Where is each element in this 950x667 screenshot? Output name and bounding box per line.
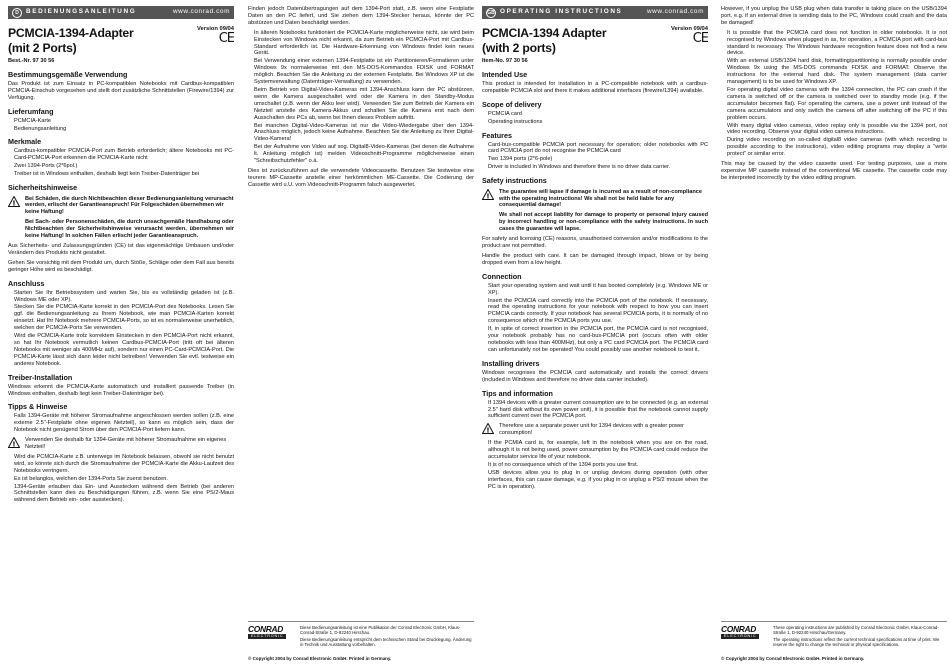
ce-mark-icon: CE [692, 30, 708, 46]
list-item: • Beim Betrieb von Digital-Video-Kameras mit 1394-Anschluss kann der PC abstürzen, wenn die Kamera ausgeschaltet wird oder die Kamera in den Standby-Modus umschaltet (z.B. wenn der Akku leer wird). Verwenden Sie zum Betrieb der Kamera ein Netzteil anstelle des Kamera-Akkus und schalten Sie die Kamera erst nach dem Ausschalten des PCs ab, wenn bei Ihnen dieses Problem auftritt. [254, 87, 474, 122]
german-page-1 [8, 6, 234, 661]
english-bar-label: OPERATING INSTRUCTIONS [500, 8, 623, 16]
list-item: • PCMCIA-Karte [14, 118, 234, 125]
english-more-tips-list [721, 30, 947, 158]
german-scope-list [8, 118, 234, 133]
english-safety-warning-text: The guarantee will lapse if damage is incurred as a result of non-compliance with the operating instructions! We shall not be held liable for any consequential damage! [499, 188, 702, 209]
svg-text:!: ! [486, 426, 490, 435]
english-scope-heading: Scope of delivery [482, 99, 542, 109]
german-safety-heading: Sicherheitshinweise [8, 183, 78, 193]
english-title-line-2: (with 2 ports) [482, 40, 556, 55]
english-footer [721, 621, 947, 661]
svg-text:!: ! [12, 440, 16, 449]
german-bar-label: BEDIENUNGSANLEITUNG [26, 8, 137, 16]
list-item: • Zwei 1394-Ports (2*6pol.) [14, 163, 234, 170]
warning-triangle-icon [482, 189, 494, 200]
german-version-box [197, 26, 234, 55]
english-features-heading: Features [482, 130, 512, 140]
german-footer-publisher: Diese Bedienungsanleitung ist eine Publikation der Conrad Electronic GmbH, Klaus-Conrad-Straße 1, D-92240 Hirschau. [300, 625, 461, 636]
conrad-logo-brand: CONRAD [248, 624, 283, 634]
english-intended-use-text: This product is intended for installation in a PC-compatible notebook with a cardbus-compatible PCMCIA slot and there it makes additional interfaces (firewire/1394) available. [482, 80, 708, 94]
english-features-list [482, 142, 708, 172]
list-item: • Starten Sie Ihr Betriebssystem und warten Sie, bis es vollständig geladen ist (z.B. Windows ME oder XP). [14, 290, 234, 304]
english-product-title [482, 26, 606, 55]
list-item: • Wird die PCMCIA-Karte z.B. unterwegs im Notebook belassen, obwohl sie nicht benutzt wird, so könnte sich durch die Stromaufnahme der PCMCIA-Karte die Akku-Laufzeit des Notebooks verringern. [14, 454, 234, 475]
german-safety-warning-text: Bei Schäden, die durch Nichtbeachten dieser Bedienungsanleitung verursacht werden, erlischt der Garantieanspruch! Für Folgeschäden übernehmen wir keine Haftung! [25, 195, 234, 216]
list-item: • Two 1394 ports (2*6-pole) [488, 156, 708, 163]
german-intended-use-text: Das Produkt ist zum Einsatz in PC-kompatiblen Notebooks mit Cardbus-kompatiblen PCMCIA-Einschub vorgesehen und stellt dort zusätzliche Schnittstellen (Firewire/1394) zur Verfügung. [8, 80, 234, 101]
list-item: • Bei der Aufnahme von Video auf sog. Digital8-Video-Kameras (bei denen die Aufnahme lt. Anleitung möglich ist) melden Videoschnitt-Programme möglicherweise einen "Schreibschutzfehler" o.ä. [254, 144, 474, 165]
english-intended-use-heading: Intended Use [482, 69, 528, 79]
german-product-title [8, 26, 134, 55]
english-footer-disclaimer: The operating instructions reflect the current technical specifications at time of print. We reserve the right to change the technical or physical specifications. [773, 636, 940, 648]
german-driver-heading: Treiber-Installation [8, 372, 73, 382]
german-connection-list [8, 290, 234, 368]
english-scope-list [482, 111, 708, 126]
list-item: • During video recording on so-called digital8 video cameras (with which recording is possible according to the instructions), video editing programs may display a "write protect" or similar error. [727, 137, 947, 158]
german-tips-list [8, 413, 234, 434]
english-footer-publisher: These operating instructions are published by Conrad Electronic GmbH, Klaus-Conrad-Straße 1, D-92240 Hirschau/Germany. [773, 625, 939, 636]
list-item: • If, in spite of correct insertion in the PCMCIA port, the PCMCIA card is not recognised, your notebook probably has no card-bus-PCMCIA port (occurs often with older notebooks with less than 400MHz), but only a PC card PCMCIA port. The PCMCIA card can unfortunately not be operated! You could possibly use another notebook to test it. [488, 326, 708, 354]
list-item: • Falls 1394-Geräte mit höherer Stromaufnahme angeschlossen werden sollen (z.B. eine externe 2.5"-Festplatte ohne eigenes Netzteil), so kann es möglich sein, dass der Notebook nicht genügend Strom über den PCMCIA-Port liefern kann. [14, 413, 234, 434]
list-item: • With an external USB/1394 hard disk, formatting/partitioning is normally possible under Windows 9x using the MS-DOS commands FDISK and FORMAT. Observe the instructions for the external hard disk. The system management (data carrier management) is to be used for Windows XP. [727, 58, 947, 86]
german-safety-warning [8, 196, 234, 217]
conrad-logo-sub: ELECTRONIC [248, 634, 286, 639]
german-features-heading: Merkmale [8, 137, 42, 147]
english-title-line-1: PCMCIA-1394 Adapter [482, 26, 607, 40]
english-connection-heading: Connection [482, 271, 522, 281]
list-item: • USB devices allow you to plug in or unplug devices during operation (with other interfaces, this can cause damage, e.g. if you plug in or unplug a PS/2 mouse when the PC is in operation). [488, 470, 708, 491]
english-safety-warning [482, 189, 708, 210]
list-item: • It is of no consequence which of the 1394 ports you use first. [488, 462, 708, 469]
list-item: • Wird die PCMCIA-Karte trotz korrektem Einstecken in den PCMCIA-Port nicht erkannt, so hat Ihr Notebook vermutlich keinen Cardbus-PCMCIA-Port (tritt oft bei älteren Notebooks mit weniger als 400MHz auf), sondern nur einen PC-Card-PCMCIA-Port. Die PCMCIA-Karte lässt sich dann leider nicht betreiben! Verwenden Sie evtl. testweise ein anderes Notebook. [14, 333, 234, 368]
english-copyright: © Copyright 2004 by Conrad Electronic GmbH. Printed in Germany. [721, 655, 865, 661]
list-item: • Bei manchen Digital-Video-Kameras ist nur die Video-Wiedergabe über den 1394-Anschluss möglich, jedoch keine Aufnahme. Beachten Sie die Anleitung zu Ihrer Digital-Video-Kamera! [254, 123, 474, 144]
list-item: • Insert the PCMCIA card correctly into the PCMCIA port of the notebook. If necessary, read the operating instructions for your notebook with respect to how you can insert PCMCIA cards correctly. If your notebook has several PCMCIA ports, it is normally of no consequence which of the PCMCIA ports you use. [488, 298, 708, 326]
list-item: • Card-bus-compatible PCMCIA port necessary for operation; older notebooks with PC card PCMCIA port do not recognise the PCMCIA card [488, 142, 708, 156]
german-intended-use-heading: Bestimmungsgemäße Verwendung [8, 69, 128, 79]
german-continued-text: Finden jedoch Datenübertragungen auf dem 1394-Port statt, z.B. wenn eine Festplatte Daten an den PC liefert, und Sie ziehen dem 1394-Stecker heraus, könnte der PC abstürzen und Daten beschädigt werden. [248, 6, 474, 26]
english-item-number: Item-No. 97 30 56 [482, 58, 528, 64]
english-cassette-text: This may be caused by the video cassette used. For testing purposes, use a more expensive MP cassette instead of the conventional ME cassette. The cassette code may be interpreted incorrectly by the video editing program. [721, 161, 947, 181]
ce-mark-icon: CE [218, 30, 234, 46]
german-tips-warning [8, 437, 234, 451]
german-version: Version 09/04 [196, 26, 234, 32]
german-safety-text-2: Gehen Sie vorsichtig mit dem Produkt um, durch Stöße, Schläge oder dem Fall aus bereits geringer Höhe wird es beschädigt. [8, 259, 234, 273]
list-item: • If the PCMIA card is, for example, left in the notebook when you are on the road, although it is not being used, power consumption by the PCMCIA card could reduce the accumulator service life of your notebook. [488, 440, 708, 461]
list-item: • Bedienungsanleitung [14, 126, 234, 133]
english-version: Version 09/04 [670, 26, 708, 32]
german-cassette-text: Dies ist zurückzuführen auf die verwendete Videocassette. Benutzen Sie testweise eine teurere MP-Cassette anstelle einer herkömmlichen ME-Cassette. Die Codierung der Cassette wird u.U. vom Videoschnitt-Programm falsch ausgewertet. [248, 167, 474, 188]
warning-triangle-icon [8, 196, 20, 207]
list-item: • Stecken Sie die PCMCIA-Karte korrekt in den PCMCIA-Port des Notebooks. Lesen Sie ggf. die Bedienungsanleitung zu Ihrem Notebook, wie man PCMCIA-Karten korrekt einsetzt. Hat Ihr Notebook mehrere PCMCIA-Ports, so ist es normalerweise unerheblich, welchen der PCMCIA-Ports Sie verwenden. [14, 304, 234, 332]
english-tips-warning [482, 423, 708, 437]
english-title-bar [482, 6, 708, 19]
conrad-logo-brand: CONRAD [721, 624, 756, 634]
english-tips-list [482, 400, 708, 421]
german-scope-heading: Lieferumfang [8, 106, 54, 116]
german-title-line-2: (mit 2 Ports) [8, 40, 77, 55]
english-url: www.conrad.com [646, 8, 704, 16]
svg-text:!: ! [12, 198, 16, 207]
list-item: • Driver is included in Windows and therefore there is no driver data carrier. [488, 164, 708, 171]
list-item: • For operating digital video cameras with the 1394 connection, the PC can crash if the camera is switched off or the camera is switched over to standby mode (e.g. if the accumulator becomes flat). For operating the camera, use a power unit instead of the camera accumulators and only switch the camera off after switching off the PC if this problem occurs. [727, 87, 947, 122]
english-tips-warning-text: Therefore use a separate power unit for 1394 devices with a greater power consumption! [499, 423, 685, 437]
svg-text:!: ! [486, 191, 490, 200]
list-item: • PCMCIA card [488, 111, 708, 118]
english-safety-heading: Safety instructions [482, 176, 547, 186]
english-continued-text: However, if you unplug the USB plug when data transfer is taking place on the USB/1394 port, e.g. if an external drive is sending data to the PC, Windows could crash and the data be damaged! [721, 6, 947, 26]
english-flag-icon: GB [487, 9, 495, 16]
english-liability-text: We shall not accept liability for damage to property or personal injury caused by incorrect handling or non-compliance with the safety instructions. In such cases the guarantee will lapse. [499, 212, 708, 233]
list-item: • Start your operating system and wait until it has booted completely (e.g. Windows ME or XP). [488, 283, 708, 297]
german-title-bar [8, 6, 234, 19]
conrad-logo-sub: ELECTRONIC [721, 634, 759, 639]
list-item: • Operating instructions [488, 119, 708, 126]
german-more-tips-list [248, 30, 474, 165]
list-item: • Cardbus-kompatibler PCMCIA-Port zum Betrieb erforderlich; ältere Notebooks mit PC-Card-PCMCIA-Port erkennen die PCMCIA-Karte nicht [14, 148, 234, 162]
list-item: • Es ist belanglos, welchen der 1394-Ports Sie zuerst benutzen. [14, 476, 234, 483]
german-safety-text-1: Aus Sicherheits- und Zulassungsgründen (CE) ist das eigenmächtige Umbauen und/oder Verändern des Produkts nicht gestattet. [8, 243, 234, 256]
english-driver-heading: Installing drivers [482, 358, 540, 368]
list-item: • It is possible that the PCMCIA card does not function in older notebooks. It is not recognised by Windows when plugged in as, for operation, a PCMCIA port with card-bus standard is necessary. The Windows hardware recognition feature does not find a new device. [727, 30, 947, 58]
german-tips-warning-text: Verwenden Sie deshalb für 1394-Geräte mit höherer Stromaufnahme ein eigenes Netzteil! [25, 437, 227, 451]
english-driver-text: Windows recognises the PCMCIA card automatically and installs the correct drivers (included in Windows and therefore no driver data carrier included). [482, 369, 708, 383]
english-tips-list-more [482, 440, 708, 490]
german-connection-heading: Anschluss [8, 278, 45, 288]
german-header [8, 26, 234, 55]
list-item: • With many digital video cameras, video replay only is possible via the 1394 port, not video recording. Observe your digital video camera instructions. [727, 123, 947, 137]
german-footer-disclaimer: Diese Bedienungsanleitung entspricht dem technischen Stand bei Drucklegung. Änderung in Technik und Ausstattung vorbehalten. [300, 636, 472, 648]
list-item: • Bei Verwendung einer externen 1394-Festplatte ist ein Partitionieren/Formatieren unter Windows 9x normalerweise mit den MS-DOS-Kommandos FDISK und FORMAT möglich. Beachten Sie die Anleitung zu der externen Festplatte. Bei Windows XP ist die Systemverwaltung (Datenträger-Verwaltung) zu verwenden. [254, 58, 474, 86]
english-header [482, 26, 708, 55]
list-item: • In älteren Notebooks funktioniert die PCMCIA-Karte möglicherweise nicht, sie wird beim Einstecken von Windows nicht erkannt, da zum Betrieb ein PCMCIA-Port mit Cardbus-Standard erforderlich ist. Die Hardware-Erkennung von Windows findet kein neues Gerät. [254, 30, 474, 58]
german-url: www.conrad.com [172, 8, 230, 16]
english-version-box [671, 26, 708, 55]
warning-triangle-icon [8, 437, 20, 448]
german-liability-text: Bei Sach- oder Personenschäden, die durch unsachgemäße Handhabung oder Nichtbeachten der Sicherheitshinweise verursacht werden, übernehmen wir keine Haftung! In solchen Fällen erlischt jeder Garantieanspruch. [25, 219, 234, 240]
english-tips-heading: Tips and information [482, 388, 553, 398]
german-tips-heading: Tipps & Hinweise [8, 402, 68, 412]
english-connection-list [482, 283, 708, 354]
german-features-list [8, 148, 234, 178]
english-page-2 [721, 6, 947, 661]
german-tips-list-more [8, 454, 234, 504]
list-item: • If 1394 devices with a greater current consumption are to be connected (e.g. an external 2.5" hard disk without its own power unit), it is possible that the notebook cannot supply sufficient current over the PCMCIA port. [488, 400, 708, 421]
english-page-1 [482, 6, 708, 661]
list-item: • Treiber ist in Windows enthalten, deshalb liegt kein Treiber-Datenträger bei [14, 171, 234, 178]
german-order-number: Best.-Nr. 97 30 56 [8, 58, 55, 64]
english-safety-text-1: For safety and licensing (CE) reasons, unauthorised conversion and/or modifications to the product are not permitted. [482, 236, 708, 249]
german-page-2 [248, 6, 474, 661]
german-title-line-1: PCMCIA-1394-Adapter [8, 26, 134, 40]
german-copyright: © Copyright 2004 by Conrad Electronic GmbH. Printed in Germany. [248, 655, 392, 661]
warning-triangle-icon [482, 423, 494, 434]
list-item: • 1394-Geräte erlauben das Ein- und Ausstecken während dem Betrieb (bei anderen Schnittstellen kann dies zu Beschädigungen führen, z.B. wenn Sie eine PS/2-Maus während dem Betrieb ein- oder ausstecken). [14, 484, 234, 505]
german-driver-text: Windows erkennt die PCMCIA-Karte automatisch und installiert passende Treiber (in Windows enthalten, deshalb liegt kein Treiber-Datenträger bei). [8, 383, 234, 397]
english-safety-text-2: Handle the product with care. It can be damaged through impact, blows or by being dropped even from a low height. [482, 252, 708, 266]
german-flag-icon: D [12, 8, 22, 18]
german-footer [248, 621, 474, 661]
